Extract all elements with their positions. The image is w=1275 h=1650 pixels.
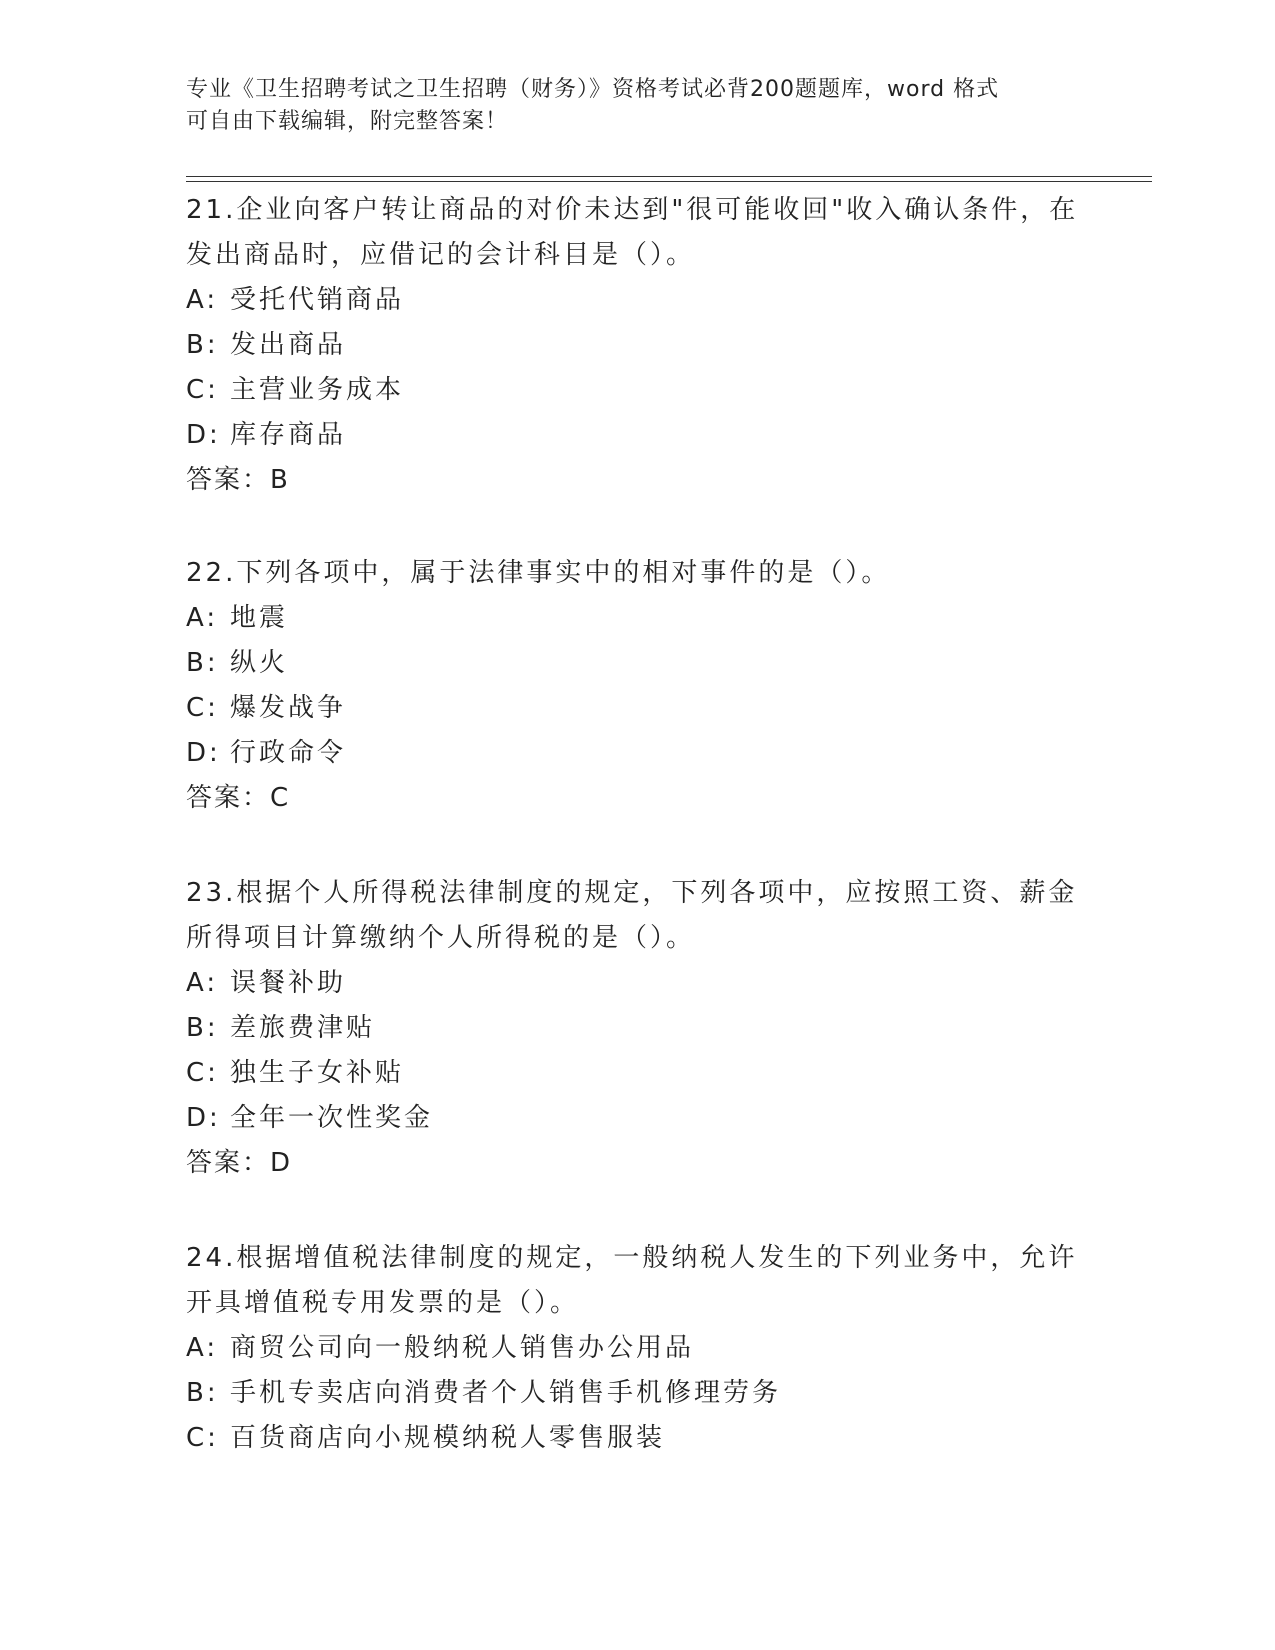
- option-letter: B:: [186, 330, 219, 360]
- answer-line: 答案：B: [186, 465, 290, 495]
- question-23: [186, 871, 1086, 1186]
- document-header: [186, 74, 1066, 138]
- option-c: [186, 686, 1086, 731]
- option-text: 百货商店向小规模纳税人零售服装: [230, 1423, 666, 1453]
- option-text: 发出商品: [230, 330, 347, 360]
- option-text: 纵火: [230, 648, 289, 678]
- option-letter: D:: [186, 1103, 221, 1133]
- header-divider-top: [186, 176, 1152, 177]
- option-b: [186, 1371, 1086, 1416]
- option-text: 地震: [230, 603, 289, 633]
- option-d: [186, 731, 1086, 776]
- header-line-1: 专业《卫生招聘考试之卫生招聘（财务）》资格考试必背200题题库，word 格式: [186, 77, 1000, 102]
- question-stem-line-2: 所得项目计算缴纳个人所得税的是（）。: [186, 923, 696, 953]
- option-b: [186, 323, 1086, 368]
- option-text: 商贸公司向一般纳税人销售办公用品: [230, 1333, 695, 1363]
- option-a: [186, 1326, 1086, 1371]
- question-stem-line-1: 24.根据增值税法律制度的规定，一般纳税人发生的下列业务中，允许: [186, 1243, 1078, 1273]
- option-text: 差旅费津贴: [230, 1013, 376, 1043]
- option-letter: A:: [186, 968, 219, 998]
- option-text: 独生子女补贴: [230, 1058, 405, 1088]
- question-stem-line-1: 21.企业向客户转让商品的对价未达到"很可能收回"收入确认条件，在: [186, 195, 1079, 225]
- option-a: [186, 278, 1086, 323]
- option-a: [186, 596, 1086, 641]
- header-line-2: 可自由下载编辑，附完整答案！: [186, 109, 509, 134]
- option-d: [186, 413, 1086, 458]
- header-divider-bottom: [186, 181, 1152, 182]
- option-d: [186, 1096, 1086, 1141]
- option-text: 受托代销商品: [230, 285, 405, 315]
- answer-line: 答案：C: [186, 783, 291, 813]
- option-text: 行政命令: [230, 738, 347, 768]
- option-text: 主营业务成本: [230, 375, 405, 405]
- option-c: [186, 1416, 1086, 1461]
- question-21: [186, 188, 1086, 503]
- option-letter: A:: [186, 1333, 219, 1363]
- option-text: 爆发战争: [230, 693, 347, 723]
- option-text: 全年一次性奖金: [230, 1103, 434, 1133]
- option-b: [186, 1006, 1086, 1051]
- option-letter: C:: [186, 375, 219, 405]
- option-letter: A:: [186, 603, 219, 633]
- option-c: [186, 368, 1086, 413]
- option-text: 误餐补助: [230, 968, 347, 998]
- question-22: [186, 551, 1086, 821]
- option-letter: C:: [186, 1423, 219, 1453]
- question-stem-line-2: 开具增值税专用发票的是（）。: [186, 1288, 580, 1318]
- option-letter: D:: [186, 738, 221, 768]
- option-letter: C:: [186, 693, 219, 723]
- option-letter: B:: [186, 648, 219, 678]
- option-c: [186, 1051, 1086, 1096]
- option-text: 手机专卖店向消费者个人销售手机修理劳务: [230, 1378, 782, 1408]
- option-letter: C:: [186, 1058, 219, 1088]
- option-letter: B:: [186, 1378, 219, 1408]
- question-24: [186, 1236, 1086, 1461]
- option-letter: B:: [186, 1013, 219, 1043]
- question-stem-line-2: 发出商品时，应借记的会计科目是（）。: [186, 240, 696, 270]
- question-stem-line-1: 22.下列各项中，属于法律事实中的相对事件的是（）。: [186, 558, 891, 588]
- question-stem-line-1: 23.根据个人所得税法律制度的规定，下列各项中，应按照工资、薪金: [186, 878, 1078, 908]
- answer-line: 答案：D: [186, 1148, 293, 1178]
- option-text: 库存商品: [230, 420, 347, 450]
- option-a: [186, 961, 1086, 1006]
- option-letter: D:: [186, 420, 221, 450]
- option-letter: A:: [186, 285, 219, 315]
- option-b: [186, 641, 1086, 686]
